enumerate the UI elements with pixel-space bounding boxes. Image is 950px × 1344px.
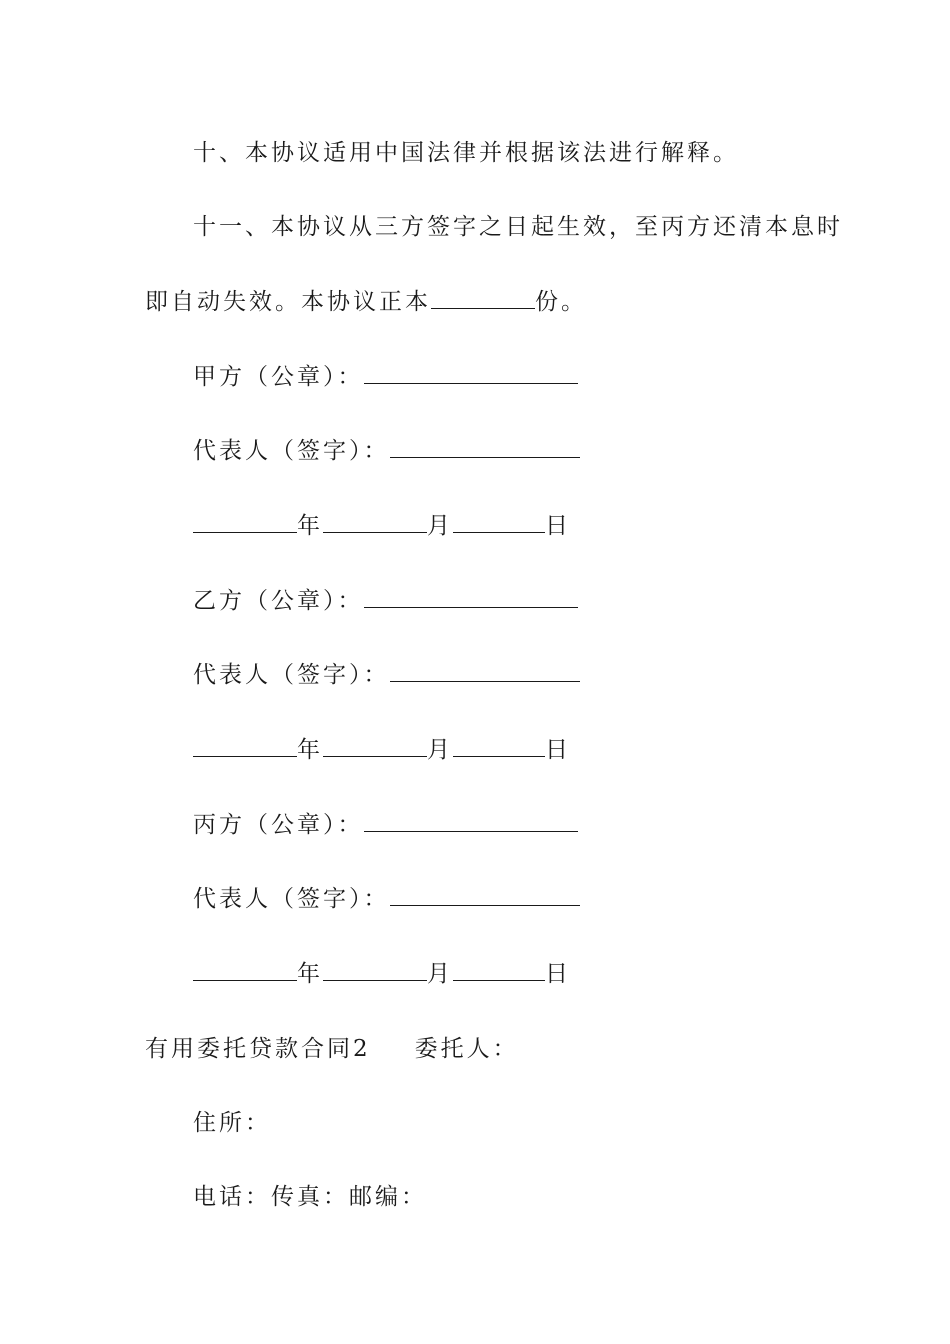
party-c-month-label: 月 [427,961,453,987]
party-c-rep-blank[interactable] [390,883,580,906]
party-c-seal-row [193,809,578,840]
clause-10: 十、本协议适用中国法律并根据该法进行解释。 [193,140,739,166]
party-c-year-blank[interactable] [193,958,297,981]
party-b-rep-row [193,659,580,690]
party-c-rep-row [193,883,580,914]
party-c-seal-label: 丙方（公章）： [193,812,364,838]
party-b-date-row [193,734,571,765]
party-c-date-row [193,958,571,989]
postcode-label: 邮编： [349,1184,427,1210]
party-c-year-label: 年 [297,961,323,987]
party-a-rep-row [193,435,580,466]
clause-11-line-2 [145,286,587,317]
address-label: 住所： [193,1110,271,1136]
clause-11-line-1: 十一、本协议从三方签字之日起生效，至丙方还清本息时 [193,214,843,240]
party-c-month-blank[interactable] [323,958,427,981]
party-b-rep-label: 代表人（签字）： [193,662,390,688]
party-a-year-label: 年 [297,513,323,539]
party-c-day-blank[interactable] [453,958,545,981]
party-b-year-blank[interactable] [193,734,297,757]
party-b-month-blank[interactable] [323,734,427,757]
party-a-seal-row [193,361,578,392]
party-c-rep-label: 代表人（签字）： [193,886,390,912]
party-b-day-blank[interactable] [453,734,545,757]
party-a-seal-blank[interactable] [364,361,578,384]
party-a-year-blank[interactable] [193,510,297,533]
entrustor-label: 委托人： [414,1036,519,1062]
party-b-seal-row [193,585,578,616]
party-a-month-label: 月 [427,513,453,539]
party-a-day-label: 日 [545,513,571,539]
party-b-seal-blank[interactable] [364,585,578,608]
next-contract-title: 有用委托贷款合同2 [145,1036,371,1062]
party-a-month-blank[interactable] [323,510,427,533]
clause-11-text-b: 份。 [535,289,587,315]
party-b-day-label: 日 [545,737,571,763]
party-c-day-label: 日 [545,961,571,987]
party-b-rep-blank[interactable] [390,659,580,682]
party-a-rep-label: 代表人（签字）： [193,438,390,464]
party-a-seal-label: 甲方（公章）： [193,364,364,390]
party-a-date-row [193,510,571,541]
phone-label: 电话： [193,1184,271,1210]
party-b-month-label: 月 [427,737,453,763]
party-b-year-label: 年 [297,737,323,763]
party-a-rep-blank[interactable] [390,435,580,458]
copies-blank[interactable] [431,286,535,309]
party-a-day-blank[interactable] [453,510,545,533]
party-c-seal-blank[interactable] [364,809,578,832]
contact-row [193,1182,427,1212]
fax-label: 传真： [271,1184,349,1210]
next-contract-row [145,1034,519,1064]
party-b-seal-label: 乙方（公章）： [193,588,364,614]
address-row [193,1108,271,1138]
clause-11-text-a: 即自动失效。本协议正本 [145,289,431,315]
